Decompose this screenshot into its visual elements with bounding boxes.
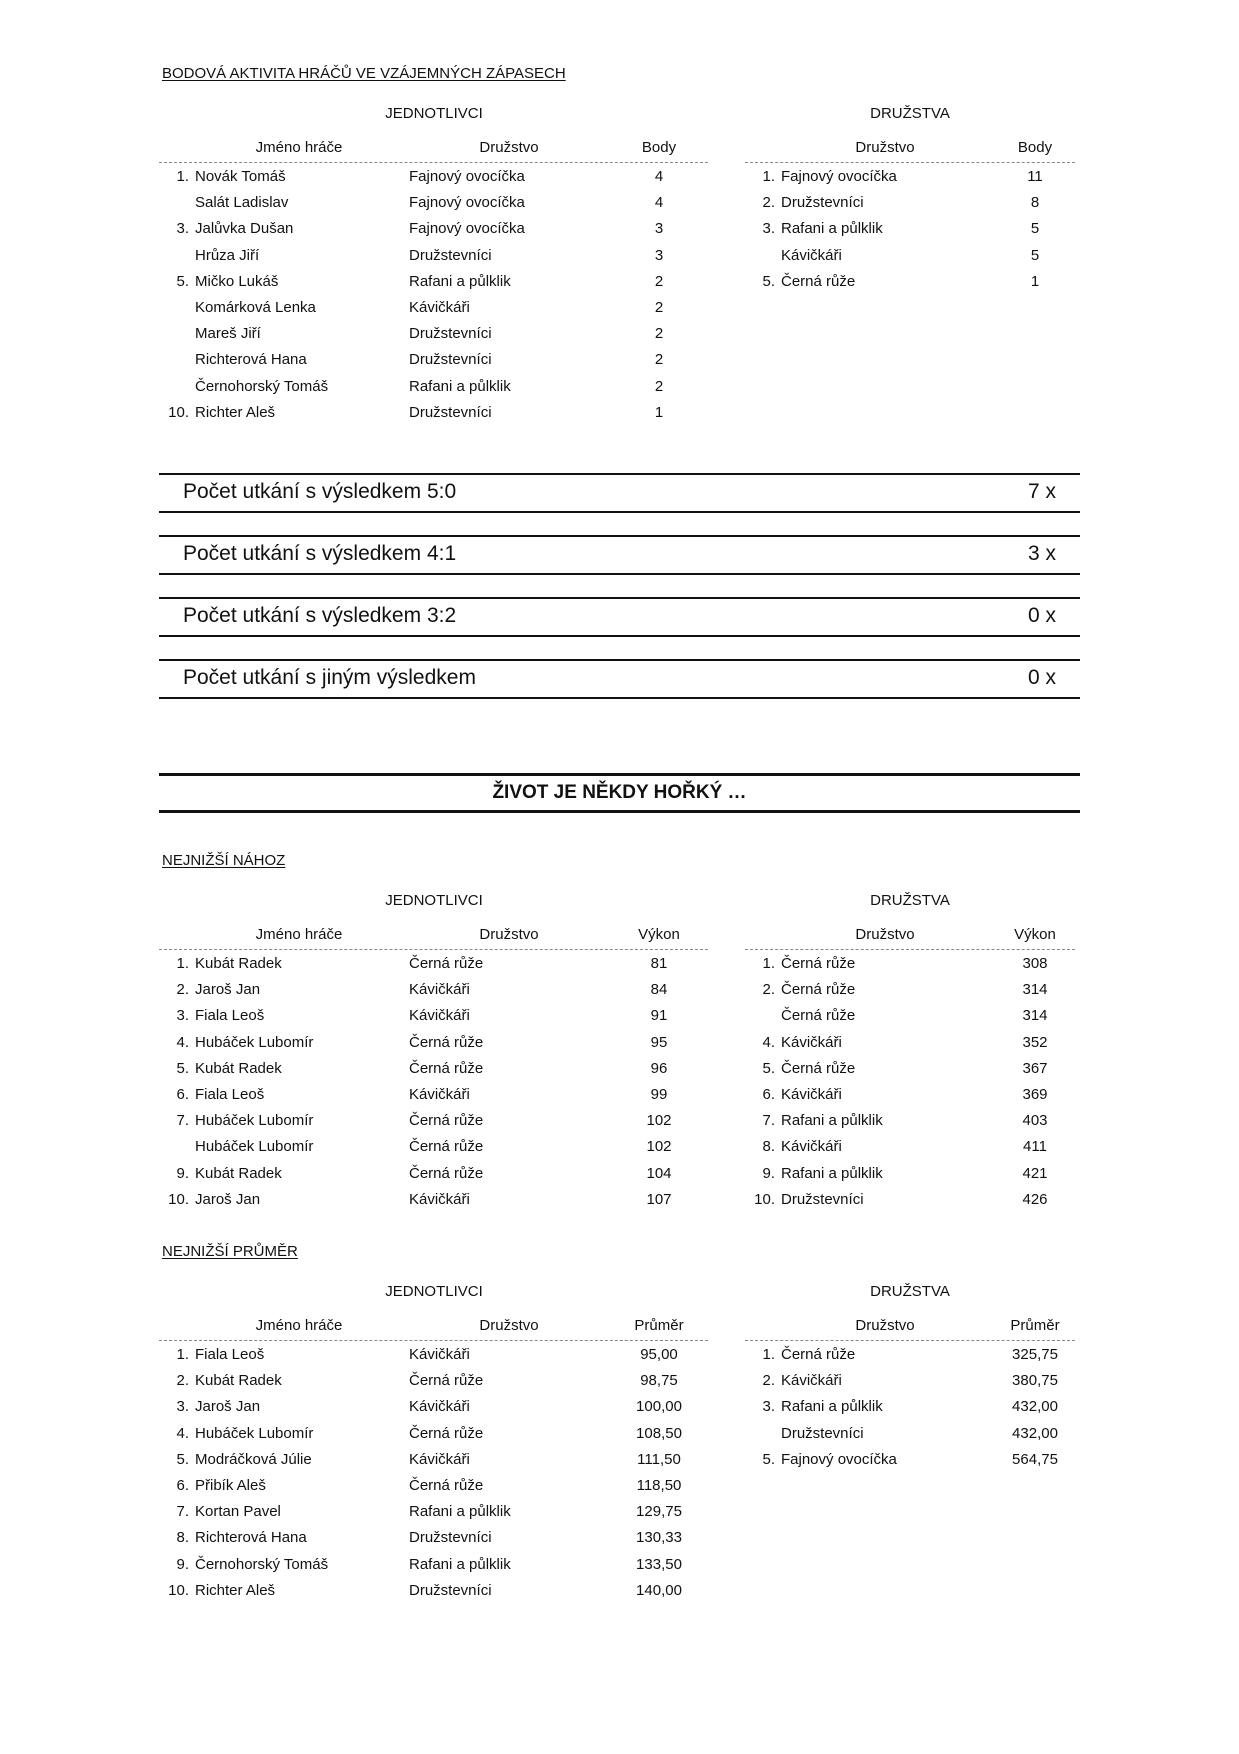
row-value: 411 bbox=[1023, 1138, 1047, 1156]
row-team: Černá růže bbox=[409, 955, 484, 972]
table-header bbox=[159, 1314, 708, 1341]
row-value: 4 bbox=[654, 168, 664, 185]
column-header-team: Družstvo bbox=[479, 139, 539, 156]
row-value: 104 bbox=[646, 1164, 672, 1182]
row-value: 108,50 bbox=[636, 1424, 682, 1442]
table-row bbox=[159, 163, 708, 189]
row-rank: 8. bbox=[176, 1529, 189, 1547]
column-header-name: Jméno hráče bbox=[255, 1317, 343, 1334]
table-row bbox=[159, 1524, 708, 1550]
table-row bbox=[159, 1133, 708, 1159]
table-row bbox=[745, 1420, 1075, 1446]
row-value: 432,00 bbox=[1012, 1424, 1058, 1442]
row-value: 426 bbox=[1022, 1190, 1048, 1208]
row-team: Družstevníci bbox=[781, 1424, 864, 1442]
row-rank: 8. bbox=[762, 1138, 775, 1156]
table-row bbox=[159, 1551, 708, 1577]
row-value: 2 bbox=[654, 351, 664, 369]
row-rank: 5. bbox=[176, 272, 189, 290]
row-rank: 9. bbox=[176, 1164, 189, 1182]
table-row bbox=[745, 268, 1075, 294]
row-value: 8 bbox=[1030, 194, 1040, 212]
table-header bbox=[159, 923, 708, 950]
table-row bbox=[745, 163, 1075, 189]
table-row bbox=[745, 1367, 1075, 1393]
column-header-value: Výkon bbox=[1014, 926, 1056, 943]
row-value: 403 bbox=[1022, 1112, 1048, 1130]
row-rank: 1. bbox=[762, 168, 775, 185]
table-row bbox=[745, 1393, 1075, 1419]
table-row bbox=[159, 268, 708, 294]
row-rank: 3. bbox=[176, 220, 189, 238]
table-row bbox=[159, 1002, 708, 1028]
row-player-name: Richterová Hana bbox=[195, 1529, 307, 1547]
column-header-team: Družstvo bbox=[479, 926, 539, 943]
table-row bbox=[745, 1186, 1075, 1212]
row-value: 380,75 bbox=[1012, 1372, 1058, 1390]
row-rank: 6. bbox=[176, 1476, 189, 1494]
table-row bbox=[745, 1133, 1075, 1159]
row-rank: 6. bbox=[762, 1085, 775, 1103]
row-value: 325,75 bbox=[1012, 1346, 1058, 1363]
result-count-value: 0 x bbox=[1027, 666, 1056, 689]
row-rank: 4. bbox=[176, 1033, 189, 1051]
row-rank: 6. bbox=[176, 1085, 189, 1103]
row-team: Černá růže bbox=[781, 1346, 856, 1363]
row-team: Družstevníci bbox=[409, 246, 492, 264]
row-team: Kávičkáři bbox=[781, 1085, 842, 1103]
row-team: Černá růže bbox=[409, 1112, 484, 1130]
row-rank: 3. bbox=[762, 220, 775, 238]
individuals-table-lowest-throw bbox=[159, 923, 708, 1212]
row-player-name: Černohorský Tomáš bbox=[195, 1555, 329, 1573]
row-player-name: Novák Tomáš bbox=[195, 168, 286, 185]
table-row bbox=[745, 1029, 1075, 1055]
row-value: 2 bbox=[654, 325, 664, 343]
row-player-name: Mareš Jiří bbox=[195, 325, 261, 343]
row-player-name: Jaroš Jan bbox=[195, 981, 261, 999]
row-team: Kávičkáři bbox=[781, 246, 842, 264]
table-row bbox=[159, 1107, 708, 1133]
table-row bbox=[159, 1186, 708, 1212]
column-header-value: Výkon bbox=[638, 926, 680, 943]
row-team: Černá růže bbox=[409, 1424, 484, 1442]
result-count-value: 3 x bbox=[1027, 542, 1056, 565]
table-row bbox=[159, 215, 708, 241]
table-row bbox=[745, 189, 1075, 215]
row-team: Kávičkáři bbox=[409, 981, 470, 999]
table-header bbox=[745, 136, 1075, 163]
result-count-row bbox=[159, 597, 1080, 637]
row-rank: 2. bbox=[176, 981, 189, 999]
row-value: 367 bbox=[1022, 1059, 1048, 1077]
row-rank: 5. bbox=[762, 272, 775, 290]
row-value: 95,00 bbox=[640, 1346, 678, 1363]
row-value: 432,00 bbox=[1012, 1398, 1058, 1416]
row-player-name: Fiala Leoš bbox=[195, 1085, 265, 1103]
table-row bbox=[159, 242, 708, 268]
row-team: Družstevníci bbox=[409, 403, 492, 421]
result-count-label: Počet utkání s jiným výsledkem bbox=[183, 666, 476, 689]
result-count-label: Počet utkání s výsledkem 5:0 bbox=[183, 480, 457, 503]
row-team: Kávičkáři bbox=[781, 1033, 842, 1051]
column-header-value: Průměr bbox=[1010, 1317, 1060, 1334]
table-row bbox=[159, 1160, 708, 1186]
row-value: 4 bbox=[654, 194, 664, 212]
column-header-value: Body bbox=[1017, 139, 1053, 156]
result-count-row bbox=[159, 659, 1080, 699]
row-player-name: Fiala Leoš bbox=[195, 1346, 265, 1363]
row-team: Černá růže bbox=[409, 1138, 484, 1156]
row-team: Družstevníci bbox=[781, 1190, 864, 1208]
row-player-name: Komárková Lenka bbox=[195, 298, 316, 316]
row-value: 314 bbox=[1022, 1007, 1048, 1025]
row-team: Kávičkáři bbox=[409, 1450, 470, 1468]
row-value: 5 bbox=[1030, 220, 1040, 238]
row-value: 11 bbox=[1027, 168, 1043, 185]
row-player-name: Mičko Lukáš bbox=[195, 272, 279, 290]
row-team: Fajnový ovocíčka bbox=[781, 168, 897, 185]
row-rank: 4. bbox=[762, 1033, 775, 1051]
row-value: 102 bbox=[646, 1112, 672, 1130]
row-team: Rafani a půlklik bbox=[781, 1112, 883, 1130]
row-value: 2 bbox=[654, 377, 664, 395]
row-player-name: Modráčková Júlie bbox=[195, 1450, 312, 1468]
table-header bbox=[745, 923, 1075, 950]
column-header-name: Jméno hráče bbox=[255, 139, 343, 156]
table-row bbox=[159, 1055, 708, 1081]
row-rank: 5. bbox=[762, 1059, 775, 1077]
row-team: Rafani a půlklik bbox=[781, 1398, 883, 1416]
row-value: 100,00 bbox=[636, 1398, 682, 1416]
row-value: 308 bbox=[1022, 955, 1048, 972]
table-row bbox=[745, 976, 1075, 1002]
row-team: Fajnový ovocíčka bbox=[409, 194, 525, 212]
column-header-team: Družstvo bbox=[855, 139, 915, 156]
row-value: 99 bbox=[650, 1085, 668, 1103]
teams-heading: DRUŽSTVA bbox=[870, 1283, 950, 1300]
row-rank: 2. bbox=[176, 1372, 189, 1390]
row-value: 2 bbox=[654, 298, 664, 316]
row-team: Černá růže bbox=[409, 1059, 484, 1077]
row-team: Černá růže bbox=[409, 1164, 484, 1182]
row-team: Kávičkáři bbox=[781, 1372, 842, 1390]
row-value: 421 bbox=[1022, 1164, 1048, 1182]
teams-heading: DRUŽSTVA bbox=[870, 892, 950, 909]
row-value: 314 bbox=[1022, 981, 1048, 999]
row-rank: 3. bbox=[762, 1398, 775, 1416]
individuals-heading: JEDNOTLIVCI bbox=[385, 105, 483, 122]
table-row bbox=[159, 976, 708, 1002]
teams-table-points bbox=[745, 136, 1075, 294]
table-row bbox=[159, 294, 708, 320]
row-team: Černá růže bbox=[781, 272, 856, 290]
individuals-table-points bbox=[159, 136, 708, 425]
row-player-name: Kubát Radek bbox=[195, 1059, 282, 1077]
row-team: Rafani a půlklik bbox=[781, 1164, 883, 1182]
row-rank: 3. bbox=[176, 1007, 189, 1025]
row-team: Rafani a půlklik bbox=[409, 272, 511, 290]
row-rank: 10. bbox=[754, 1190, 775, 1208]
table-row bbox=[745, 950, 1075, 976]
row-team: Fajnový ovocíčka bbox=[409, 220, 525, 238]
row-rank: 10. bbox=[168, 403, 189, 421]
row-player-name: Přibík Aleš bbox=[195, 1476, 266, 1494]
row-rank: 10. bbox=[168, 1190, 189, 1208]
row-rank: 2. bbox=[762, 194, 775, 212]
banner-title: ŽIVOT JE NĚKDY HOŘKÝ … bbox=[492, 782, 747, 803]
section-title-lowest-throw: NEJNIŽŠÍ NÁHOZ bbox=[162, 852, 286, 869]
row-team: Družstevníci bbox=[409, 1581, 492, 1599]
row-team: Družstevníci bbox=[409, 351, 492, 369]
row-value: 84 bbox=[650, 981, 668, 999]
row-team: Kávičkáři bbox=[781, 1138, 842, 1156]
row-player-name: Kubát Radek bbox=[195, 955, 282, 972]
row-value: 129,75 bbox=[636, 1503, 682, 1521]
row-team: Kávičkáři bbox=[409, 1398, 470, 1416]
table-row bbox=[745, 1341, 1075, 1367]
row-player-name: Jaroš Jan bbox=[195, 1398, 261, 1416]
row-value: 130,33 bbox=[636, 1529, 682, 1547]
table-row bbox=[159, 399, 708, 425]
row-team: Kávičkáři bbox=[409, 1007, 470, 1025]
table-row bbox=[745, 215, 1075, 241]
row-rank: 9. bbox=[762, 1164, 775, 1182]
row-rank: 1. bbox=[176, 1346, 189, 1363]
result-count-label: Počet utkání s výsledkem 4:1 bbox=[183, 542, 457, 565]
row-value: 133,50 bbox=[636, 1555, 682, 1573]
row-value: 91 bbox=[650, 1007, 668, 1025]
row-player-name: Kubát Radek bbox=[195, 1164, 282, 1182]
table-row bbox=[745, 1446, 1075, 1472]
row-rank: 10. bbox=[168, 1581, 189, 1599]
row-value: 369 bbox=[1022, 1085, 1048, 1103]
row-value: 1 bbox=[1030, 272, 1040, 290]
column-header-name: Jméno hráče bbox=[255, 926, 343, 943]
row-value: 564,75 bbox=[1012, 1450, 1058, 1468]
row-player-name: Salát Ladislav bbox=[195, 194, 289, 212]
row-rank: 1. bbox=[176, 168, 189, 185]
column-header-value: Průměr bbox=[634, 1317, 684, 1334]
row-value: 5 bbox=[1030, 246, 1040, 264]
row-player-name: Kortan Pavel bbox=[195, 1503, 281, 1521]
table-row bbox=[159, 1393, 708, 1419]
row-rank: 3. bbox=[176, 1398, 189, 1416]
row-player-name: Richter Aleš bbox=[195, 403, 276, 421]
table-row bbox=[159, 1472, 708, 1498]
table-row bbox=[159, 189, 708, 215]
section-title-point-activity: BODOVÁ AKTIVITA HRÁČŮ VE VZÁJEMNÝCH ZÁPASECH bbox=[162, 65, 566, 82]
table-row bbox=[745, 1160, 1075, 1186]
row-team: Rafani a půlklik bbox=[781, 220, 883, 238]
table-row bbox=[159, 320, 708, 346]
row-value: 102 bbox=[646, 1138, 672, 1156]
row-player-name: Hubáček Lubomír bbox=[195, 1138, 314, 1156]
table-row bbox=[159, 1367, 708, 1393]
column-header-team: Družstvo bbox=[855, 1317, 915, 1334]
row-team: Černá růže bbox=[781, 955, 856, 972]
row-rank: 1. bbox=[762, 955, 775, 972]
teams-heading: DRUŽSTVA bbox=[870, 105, 950, 122]
table-row bbox=[159, 346, 708, 372]
row-value: 3 bbox=[654, 246, 664, 264]
row-team: Černá růže bbox=[409, 1033, 484, 1051]
result-count-value: 0 x bbox=[1027, 604, 1056, 627]
row-rank: 5. bbox=[176, 1450, 189, 1468]
row-team: Družstevníci bbox=[409, 325, 492, 343]
table-row bbox=[159, 1341, 708, 1367]
row-team: Černá růže bbox=[409, 1372, 484, 1390]
table-row bbox=[745, 1081, 1075, 1107]
section-banner bbox=[159, 773, 1080, 813]
row-team: Černá růže bbox=[781, 981, 856, 999]
row-value: 95 bbox=[650, 1033, 668, 1051]
column-header-value: Body bbox=[641, 139, 677, 156]
row-team: Kávičkáři bbox=[409, 1346, 470, 1363]
row-team: Kávičkáři bbox=[409, 1085, 470, 1103]
row-rank: 5. bbox=[176, 1059, 189, 1077]
result-count-row bbox=[159, 473, 1080, 513]
row-team: Černá růže bbox=[781, 1059, 856, 1077]
row-team: Rafani a půlklik bbox=[409, 1555, 511, 1573]
row-value: 96 bbox=[650, 1059, 668, 1077]
row-player-name: Kubát Radek bbox=[195, 1372, 282, 1390]
table-header bbox=[745, 1314, 1075, 1341]
row-player-name: Hubáček Lubomír bbox=[195, 1112, 314, 1130]
table-row bbox=[159, 1420, 708, 1446]
row-value: 1 bbox=[654, 403, 664, 421]
row-player-name: Richter Aleš bbox=[195, 1581, 276, 1599]
section-title-lowest-average: NEJNIŽŠÍ PRŮMĚR bbox=[162, 1243, 298, 1260]
row-team: Černá růže bbox=[781, 1007, 856, 1025]
row-value: 3 bbox=[654, 220, 664, 238]
column-header-team: Družstvo bbox=[855, 926, 915, 943]
row-rank: 1. bbox=[762, 1346, 775, 1363]
row-team: Družstevníci bbox=[409, 1529, 492, 1547]
individuals-heading: JEDNOTLIVCI bbox=[385, 892, 483, 909]
row-player-name: Hubáček Lubomír bbox=[195, 1033, 314, 1051]
row-rank: 7. bbox=[176, 1112, 189, 1130]
row-team: Fajnový ovocíčka bbox=[409, 168, 525, 185]
row-value: 111,50 bbox=[637, 1450, 681, 1468]
result-count-value: 7 x bbox=[1027, 480, 1056, 503]
row-player-name: Hubáček Lubomír bbox=[195, 1424, 314, 1442]
table-header bbox=[159, 136, 708, 163]
row-rank: 2. bbox=[762, 981, 775, 999]
table-row bbox=[745, 242, 1075, 268]
table-row bbox=[159, 1029, 708, 1055]
row-team: Družstevníci bbox=[781, 194, 864, 212]
row-value: 118,50 bbox=[636, 1476, 682, 1494]
row-rank: 7. bbox=[762, 1112, 775, 1130]
result-count-label: Počet utkání s výsledkem 3:2 bbox=[183, 604, 457, 627]
table-row bbox=[745, 1055, 1075, 1081]
row-player-name: Hrůza Jiří bbox=[195, 246, 260, 264]
row-player-name: Richterová Hana bbox=[195, 351, 307, 369]
row-rank: 1. bbox=[176, 955, 189, 972]
row-rank: 5. bbox=[762, 1450, 775, 1468]
row-team: Kávičkáři bbox=[409, 298, 470, 316]
row-rank: 2. bbox=[762, 1372, 775, 1390]
row-team: Fajnový ovocíčka bbox=[781, 1450, 897, 1468]
table-row bbox=[745, 1107, 1075, 1133]
row-player-name: Fiala Leoš bbox=[195, 1007, 265, 1025]
row-value: 140,00 bbox=[636, 1581, 682, 1599]
row-player-name: Jaroš Jan bbox=[195, 1190, 261, 1208]
row-rank: 7. bbox=[176, 1503, 189, 1521]
column-header-team: Družstvo bbox=[479, 1317, 539, 1334]
row-team: Rafani a půlklik bbox=[409, 1503, 511, 1521]
row-value: 81 bbox=[650, 955, 668, 972]
teams-table-lowest-throw bbox=[745, 923, 1075, 1212]
row-team: Kávičkáři bbox=[409, 1190, 470, 1208]
row-value: 98,75 bbox=[640, 1372, 678, 1390]
table-row bbox=[159, 1446, 708, 1472]
table-row bbox=[745, 1002, 1075, 1028]
row-team: Černá růže bbox=[409, 1476, 484, 1494]
row-player-name: Jalůvka Dušan bbox=[195, 220, 294, 238]
table-row bbox=[159, 373, 708, 399]
individuals-heading: JEDNOTLIVCI bbox=[385, 1283, 483, 1300]
teams-table-lowest-average bbox=[745, 1314, 1075, 1472]
table-row bbox=[159, 1498, 708, 1524]
row-value: 352 bbox=[1022, 1033, 1048, 1051]
row-rank: 4. bbox=[176, 1424, 189, 1442]
individuals-table-lowest-average bbox=[159, 1314, 708, 1603]
row-player-name: Černohorský Tomáš bbox=[195, 377, 329, 395]
result-count-row bbox=[159, 535, 1080, 575]
row-value: 107 bbox=[646, 1190, 672, 1208]
row-value: 2 bbox=[654, 272, 664, 290]
row-team: Rafani a půlklik bbox=[409, 377, 511, 395]
table-row bbox=[159, 1081, 708, 1107]
table-row bbox=[159, 1577, 708, 1603]
row-rank: 9. bbox=[176, 1555, 189, 1573]
table-row bbox=[159, 950, 708, 976]
